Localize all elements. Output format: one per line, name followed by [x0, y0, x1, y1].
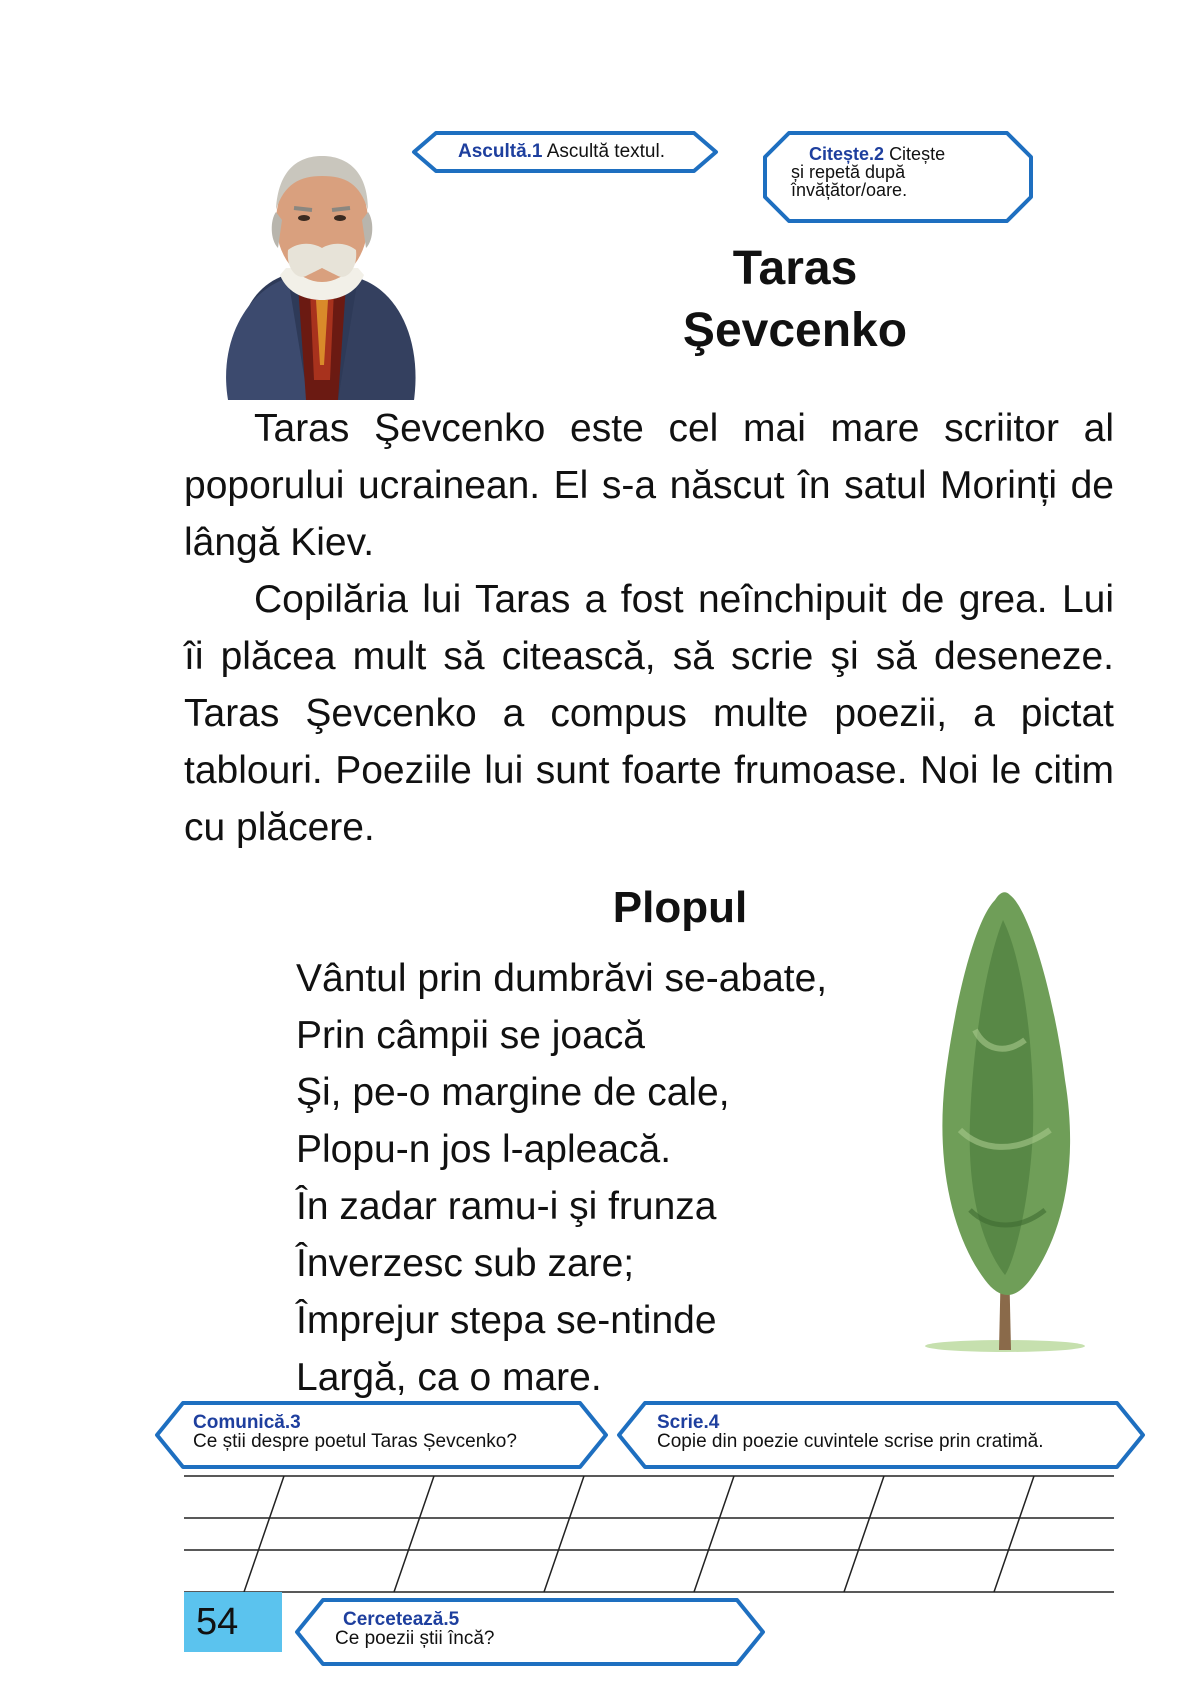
page-number: 54	[184, 1592, 282, 1652]
paragraph: Taras Şevcenko este cel mai mare scriitor al poporului ucrainean. El s-a născut în satul Morinți de lângă Kiev.	[184, 407, 1114, 564]
scrie-label: Scrie.4	[657, 1412, 720, 1433]
title-line-1: Taras	[732, 242, 858, 295]
poem-lines	[296, 950, 827, 1406]
comunica-text: Ce știi despre poetul Taras Șevcenko?	[193, 1431, 517, 1452]
comunica-badge	[155, 1401, 608, 1469]
citeste-text-3: învățător/oare.	[791, 180, 908, 200]
poplar-tree-illustration	[915, 880, 1090, 1360]
title-line-2: Şevcenko	[682, 304, 908, 357]
asculta-text: Ascultă textul.	[546, 141, 665, 162]
poem-line: Largă, ca o mare.	[296, 1356, 602, 1399]
cerceteaza-badge	[295, 1598, 765, 1666]
poem-line: Plopu-n jos l-apleacă.	[296, 1128, 672, 1171]
poem-title: Plopul	[612, 883, 748, 932]
poem-line: Vântul prin dumbrăvi se-abate,	[296, 957, 828, 1000]
citeste-badge	[763, 131, 1033, 223]
poem-line: Împrejur stepa se-ntinde	[296, 1299, 717, 1342]
poem-line: Prin câmpii se joacă	[296, 1014, 645, 1057]
portrait-illustration	[218, 150, 424, 402]
citeste-label: Citește.2	[809, 144, 885, 164]
page-title	[610, 238, 980, 362]
citeste-text-1: Citește	[889, 144, 946, 164]
cerceteaza-text: Ce poezii știi încă?	[335, 1628, 495, 1649]
citeste-text-2: și repetă după	[791, 162, 906, 182]
scrie-badge	[617, 1401, 1145, 1469]
scrie-text: Copie din poezie cuvintele scrise prin cratimă.	[657, 1431, 1044, 1452]
poem-line: În zadar ramu-i şi frunza	[296, 1185, 717, 1228]
poem-line: Înverzesc sub zare;	[296, 1242, 635, 1285]
asculta-badge	[412, 131, 718, 173]
writing-lines	[184, 1472, 1114, 1597]
comunica-label: Comunică.3	[193, 1412, 301, 1433]
asculta-label: Ascultă.1	[458, 141, 543, 162]
paragraph: Copilăria lui Taras a fost neînchipuit de grea. Lui îi plăcea mult să citească, să scrie şi să deseneze. Taras Şevcenko a compus multe poezii, a pictat tablouri. Poeziile lui sunt foarte frumoase. Noi le citim cu plăcere.	[184, 578, 1114, 849]
poem-line: Şi, pe-o margine de cale,	[296, 1071, 730, 1114]
prose-text	[184, 400, 1114, 856]
cerceteaza-label: Cercetează.5	[343, 1609, 460, 1630]
